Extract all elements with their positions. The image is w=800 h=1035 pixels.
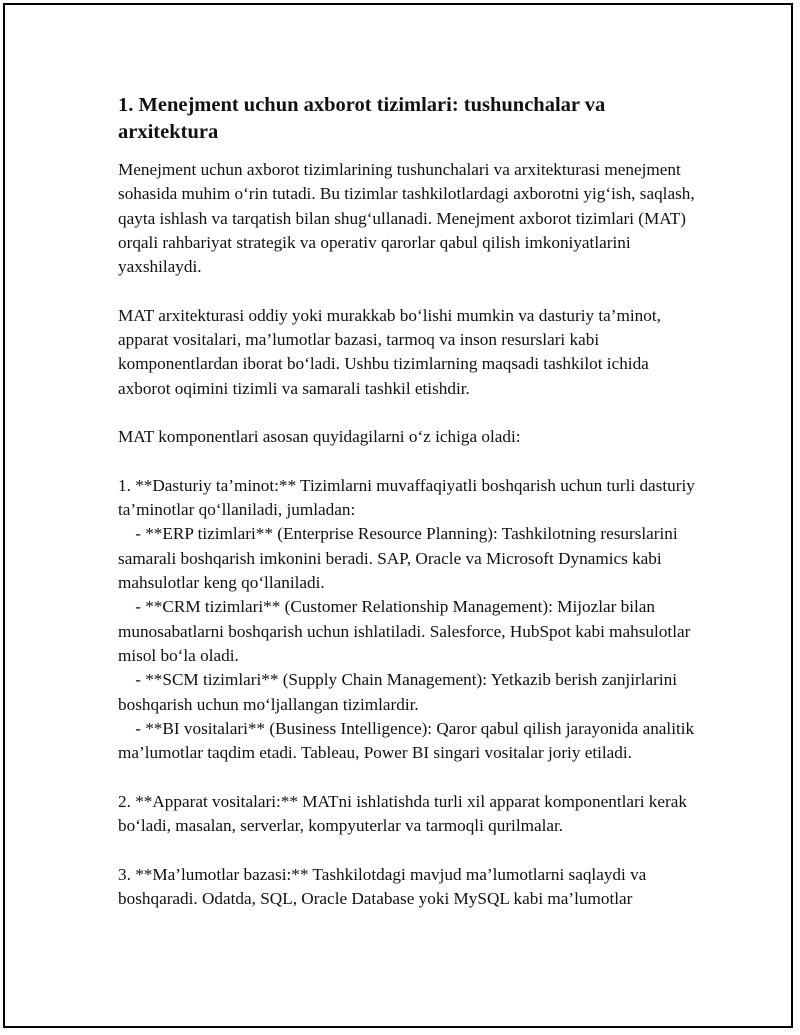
paragraph-architecture: MAT arxitekturasi oddiy yoki murakkab bo‘lishi mumkin va dasturiy ta’minot, apparat vositalari, ma’lumotlar bazasi, tarmoq va inson resurslari kabi komponentlardan iborat bo‘ladi. Ushbu tizimlarning maqsadi tashkilot ichida axborot oqimini tizimli va samarali tashkil etishdir. (118, 305, 666, 398)
list-item-hardware: 2. **Apparat vositalari:** MATni ishlatishda turli xil apparat komponentlari kerak bo‘ladi, masalan, serverlar, kompyuterlar va tarmoqli qurilmalar. (118, 791, 692, 836)
list-subitem-crm: - **CRM tizimlari** (Customer Relationship Management): Mijozlar bilan munosabatlarni boshqarish uchun ishlatiladi. Salesforce, HubSpot kabi mahsulotlar misol bo‘la oladi. (118, 597, 695, 665)
paragraph-gap (118, 279, 698, 303)
document-body (118, 92, 698, 911)
paragraph-gap (118, 450, 698, 474)
list-item-software: 1. **Dasturiy ta’minot:** Tizimlarni muvaffaqiyatli boshqarish uchun turli dasturiy ta’minotlar qo‘llaniladi, jumladan: (118, 475, 700, 520)
paragraph-gap (118, 838, 698, 862)
document-title: 1. Menejment uchun axborot tizimlari: tushunchalar va arxitektura (118, 94, 606, 143)
paragraph-gap (118, 765, 698, 789)
list-subitem-bi: - **BI vositalari** (Business Intelligence): Qaror qabul qilish jarayonida analitik ma’lumotlar taqdim etadi. Tableau, Power BI singari vositalar joriy etiladi. (118, 718, 699, 763)
paragraph-intro: Menejment uchun axborot tizimlarining tushunchalari va arxitekturasi menejment sohasida muhim o‘rin tutadi. Bu tizimlar tashkilotlardagi axborotni yig‘ish, saqlash, qayta ishlash va tarqatish bilan shug‘ullanadi. Menejment axborot tizimlari (MAT) orqali rahbariyat strategik va operativ qarorlar qabul qilish imkoniyatlarini yaxshilaydi. (118, 160, 699, 277)
list-subitem-erp: - **ERP tizimlari** (Enterprise Resource Planning): Tashkilotning resurslarini samarali boshqarish imkonini beradi. SAP, Oracle va Microsoft Dynamics kabi mahsulotlar keng qo‘llaniladi. (118, 524, 682, 593)
paragraph-components-intro: MAT komponentlari asosan quyidagilarni o‘z ichiga oladi: (118, 427, 521, 447)
paragraph-gap (118, 401, 698, 425)
list-item-database: 3. **Ma’lumotlar bazasi:** Tashkilotdagi mavjud ma’lumotlarni saqlaydi va boshqaradi. Odatda, SQL, Oracle Database yoki MySQL kabi ma’lumotlar (118, 864, 651, 908)
list-subitem-scm: - **SCM tizimlari** (Supply Chain Management): Yetkazib berish zanjirlarini boshqarish uchun mo‘ljallangan tizimlardir. (118, 670, 682, 714)
